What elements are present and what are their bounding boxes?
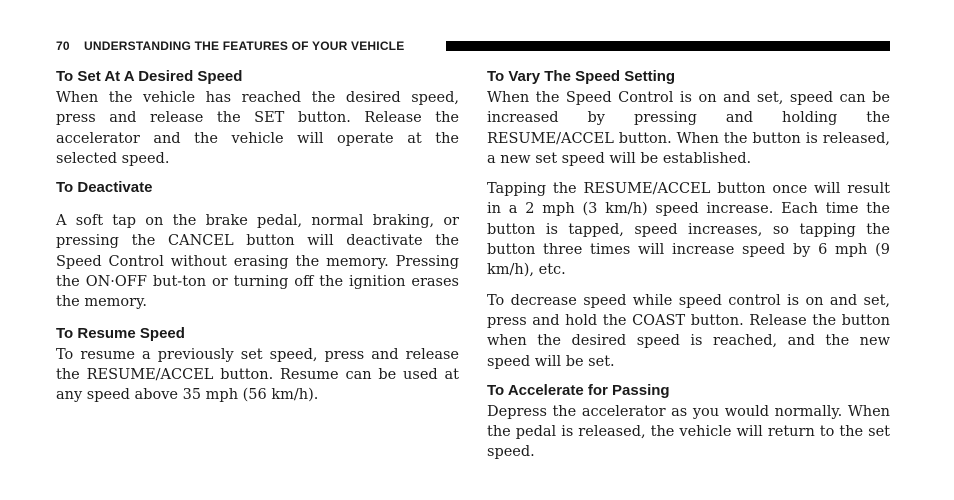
section-text: To resume a previously set speed, press and release the RESUME/ACCEL button. Resume can be used at any speed above 35 mph (56 km/h). xyxy=(56,346,459,404)
section-paragraph: When the Speed Control is on and set, speed can be increased by pressing and holding the RESUME/ACCEL button. When the button is released, a new set speed will be established. xyxy=(487,90,890,167)
running-head: UNDERSTANDING THE FEATURES OF YOUR VEHICLE xyxy=(84,39,405,53)
right-column xyxy=(487,66,890,463)
section-paragraph: To decrease speed while speed control is on and set, press and hold the COAST button. Release the button when the desired speed is reached, and the new speed will be set. xyxy=(487,292,890,370)
section-text: A soft tap on the brake pedal, normal braking, or pressing the CANCEL button will deactivate the Speed Control without erasing the memory. Pressing the ON·OFF but-ton or turning off the ignition erases the memory. xyxy=(56,213,459,311)
section-deactivate xyxy=(56,177,459,312)
section-vary-speed xyxy=(487,66,890,372)
section-set-speed xyxy=(56,66,459,169)
section-accelerate xyxy=(487,380,890,463)
left-column xyxy=(56,66,459,406)
section-heading: To Set At A Desired Speed xyxy=(56,68,243,85)
page-header xyxy=(56,38,890,54)
section-text: Depress the accelerator as you would normally. When the pedal is released, the vehicle will return to the set speed. xyxy=(487,403,890,461)
section-resume xyxy=(56,323,459,406)
page-number: 70 xyxy=(56,39,70,53)
header-rule xyxy=(446,41,890,51)
section-heading: To Deactivate xyxy=(56,179,153,197)
section-heading: To Accelerate for Passing xyxy=(487,381,670,399)
section-paragraph: Tapping the RESUME/ACCEL button once will result in a 2 mph (3 km/h) speed increase. Each time the button is tapped, speed increases, so tapping the button three times will increase speed by 6 mph (9 km/h), etc. xyxy=(487,181,890,279)
section-heading: To Vary The Speed Setting xyxy=(487,68,676,85)
section-text: When the vehicle has reached the desired speed, press and release the SET button. Release the accelerator and the vehicle will operate at the selected speed. xyxy=(56,90,459,167)
section-heading: To Resume Speed xyxy=(56,324,185,342)
